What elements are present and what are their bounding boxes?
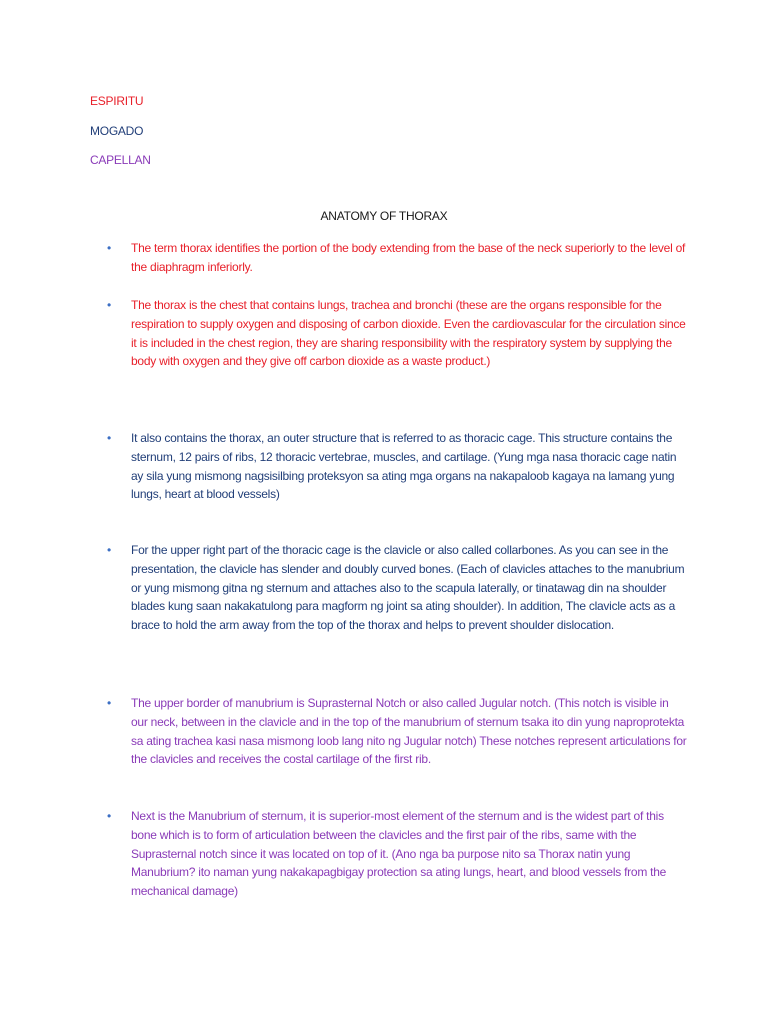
bullet-paragraph-clavicle: [107, 541, 687, 635]
document-title: ANATOMY OF THORAX: [320, 209, 448, 223]
bullet-icon: •: [107, 543, 111, 557]
bullet-paragraph-manubrium: [107, 807, 687, 901]
paragraph-text: The term thorax identifies the portion of the body extending from the base of the neck superiorly to the level of the diaphragm inferiorly.: [131, 241, 686, 274]
paragraph-text: The upper border of manubrium is Suprasternal Notch or also called Jugular notch. (This notch is visible in our neck, between in the clavicle and in the top of the manubrium of sternum tsaka ito din yung naproprotekta sa ating trachea kasi nasa mismong loob lang nito ng Jugular notch) These notches represent articulations for the clavicles and receives the costal cartilage of the first rib.: [131, 696, 687, 767]
author-name-espiritu: ESPIRITU: [90, 94, 144, 108]
author-name-mogado: MOGADO: [90, 124, 144, 138]
bullet-icon: •: [107, 696, 111, 710]
paragraph-text: The thorax is the chest that contains lungs, trachea and bronchi (these are the organs responsible for the respiration to supply oxygen and disposing of carbon dioxide. Even the cardiovascular for the circulation since it is included in the chest region, they are sharing responsibility with the respiratory system by supplying the body with oxygen and they give off carbon dioxide as a waste product.): [131, 298, 686, 369]
bullet-paragraph-thorax-definition: [107, 239, 687, 277]
author-name-capellan: CAPELLAN: [90, 153, 151, 167]
bullet-paragraph-suprasternal-notch: [107, 694, 687, 769]
paragraph-text: Next is the Manubrium of sternum, it is superior-most element of the sternum and is the widest part of this bone which is to form of articulation between the clavicles and the first pair of the ribs, same with the Suprasternal notch since it was located on top of it. (Ano nga ba purpose nito sa Thorax natin yung Manubrium? ito naman yung nakakapagbigay protection sa ating lungs, heart, and blood vessels from the mechanical damage): [131, 809, 667, 899]
bullet-paragraph-thoracic-cage: [107, 429, 687, 504]
bullet-icon: •: [107, 241, 111, 255]
bullet-paragraph-thorax-organs: [107, 296, 687, 371]
bullet-icon: •: [107, 298, 111, 312]
paragraph-text: For the upper right part of the thoracic cage is the clavicle or also called collarbones. As you can see in the presentation, the clavicle has slender and doubly curved bones. (Each of clavicles attaches to the manubrium or yung mismong gitna ng sternum and attaches also to the scapula laterally, or tinatawag din na shoulder blades kung saan nakakatulong para magform ng joint sa ating shoulder). In addition, The clavicle acts as a brace to hold the arm away from the top of the thorax and helps to prevent shoulder dislocation.: [131, 543, 685, 633]
paragraph-text: It also contains the thorax, an outer structure that is referred to as thoracic cage. This structure contains the sternum, 12 pairs of ribs, 12 thoracic vertebrae, muscles, and cartilage. (Yung mga nasa thoracic cage natin ay sila yung mismong nagsisilbing proteksyon sa ating mga organs na nakapaloob kagaya na lamang yung lungs, heart at blood vessels): [131, 431, 677, 502]
bullet-icon: •: [107, 809, 111, 823]
bullet-icon: •: [107, 431, 111, 445]
